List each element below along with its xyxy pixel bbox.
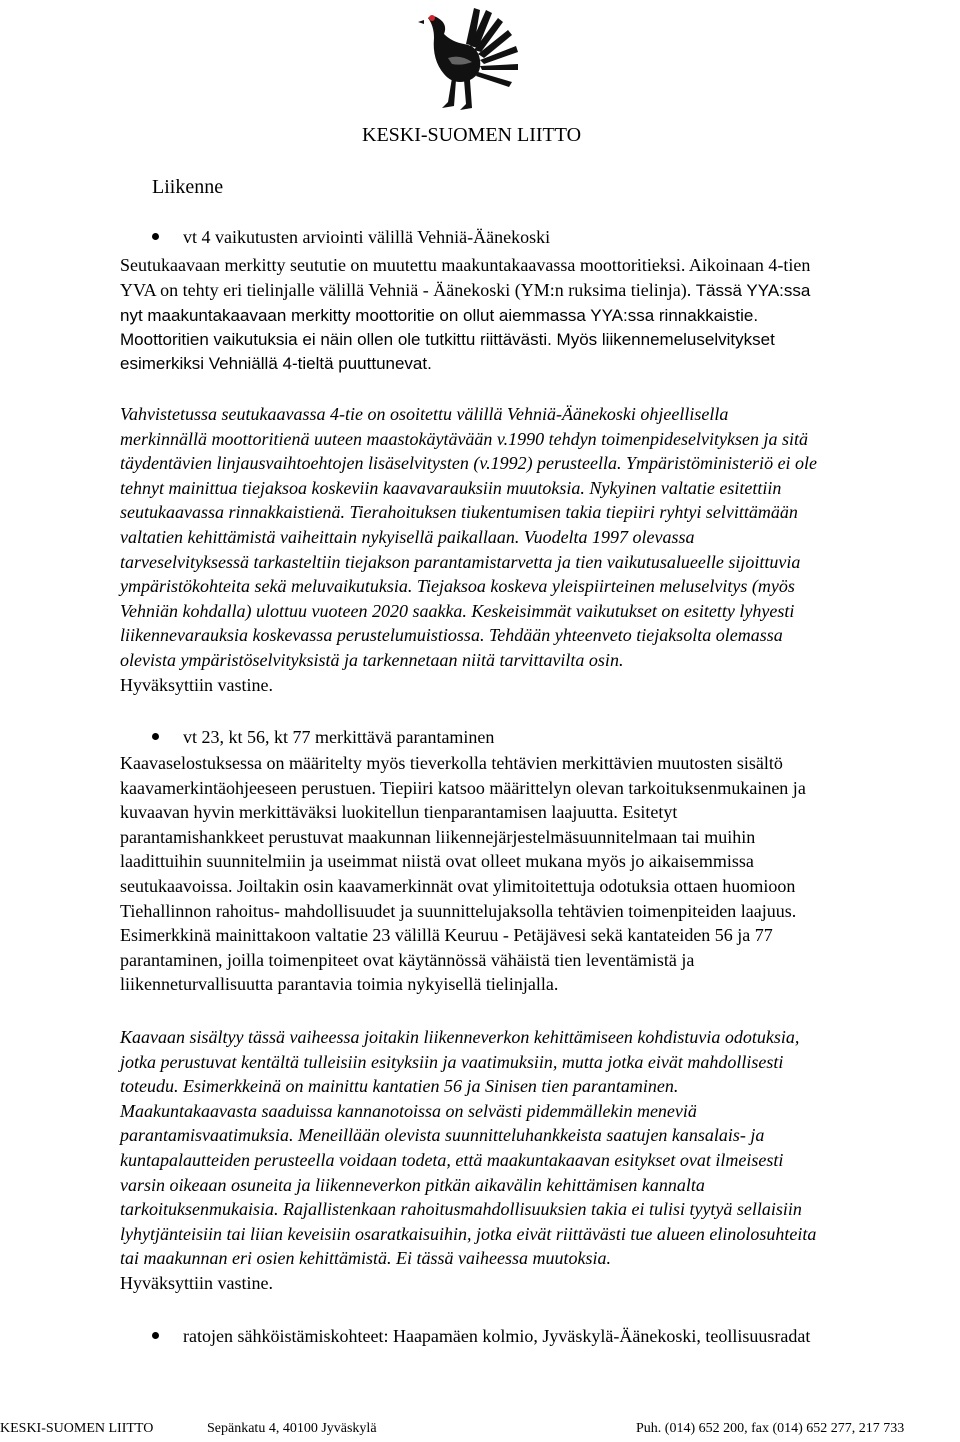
- text-line: tai maakunnan eri osien kehittämistä. Ei tässä vaiheessa muutoksia.: [120, 1248, 611, 1269]
- text-line: olevista ympäristöselvityksistä ja tarkennetaan niitä tarvittavilta osin.: [120, 649, 624, 670]
- text-line: esimerkiksi Vehniällä 4-tieltä puuttunevat.: [120, 354, 432, 374]
- accepted-text: Hyväksyttiin vastine.: [120, 1272, 273, 1293]
- text-line: tarkoituksenmukaisia. Rajallistenkaan rahoitusmahdollisuuksien takia ei tulisi tyytyä sellaisiin: [120, 1199, 802, 1220]
- bullet-item-2: [152, 727, 494, 748]
- text-line: tarveselvityksessä tarkasteltiin tiejakson parantamistarvetta ja tien vaikutusalueelle sijoittuvia: [120, 551, 801, 572]
- text-line: liikenneturvallisuutta parantavia toimia nykyisellä tielinjalla.: [120, 974, 559, 995]
- text-segment: Tässä YYA:ssa: [695, 280, 811, 300]
- text-line: seutukaavassa rinnakkaistienä. Tierahoituksen tiukentumisen takia tiepiiri ryhtyi selvittämään: [120, 502, 798, 523]
- text-line: Vahvistetussa seutukaavassa 4-tie on osoitettu välillä Vehniä-Äänekoski ohjeellisella: [120, 404, 729, 424]
- text-line: Kaavaselostuksessa on määritelty myös tieverkolla tehtävien merkittävien muutosten sisältö: [120, 753, 783, 773]
- text-line: Tiehallinnon rahoitus- mahdollisuudet ja suunnittelujaksolla tehtävien toimenpiteiden laajuus.: [120, 900, 797, 921]
- bullet-icon: [152, 233, 159, 240]
- text-line: ympäristökohteita sekä meluvaikutuksia. Tiejaksoa koskeva yleispiirteinen meluselvitys (myös: [120, 576, 795, 597]
- text-line: Maakuntakaavasta saaduissa kannanotoissa on selvästi pidemmällekin meneviä: [120, 1100, 697, 1121]
- footer-phone: Puh. (014) 652 200, fax (014) 652 277, 217 733: [636, 1421, 905, 1436]
- bullet-text: vt 23, kt 56, kt 77 merkittävä parantaminen: [183, 727, 495, 747]
- text-line: parantamisvaatimuksia. Meneillään olevista suunnitteluhankkeista saatujen kansalais- ja: [120, 1125, 765, 1146]
- bullet-item-1: [152, 227, 550, 248]
- text-line: lyhytjänteisiin tai liian keveisiin osaratkaisuihin, jotka eivät riittävästi tue alueen elinolosuhteita: [120, 1223, 817, 1244]
- text-line: valtatien kehittämistä vaiheittain nykyisellä paikallaan. Vuodelta 1997 olevassa: [120, 526, 695, 547]
- text-line: tehnyt mainittua tiejaksoa koskeviin kaavavarauksiin muutoksia. Nykyinen valtatie esitettiin: [120, 477, 782, 498]
- text-line: toteudu. Esimerkkeinä on mainittu kantatien 56 ja Sinisen tien parantaminen.: [120, 1076, 679, 1097]
- response-2: [120, 1025, 950, 1296]
- footer-address: Sepänkatu 4, 40100 Jyväskylä: [207, 1421, 377, 1436]
- text-line: Esimerkkinä mainittakoon valtatie 23 välillä Keuruu - Petäjävesi sekä kantateiden 56 ja 77: [120, 925, 773, 946]
- text-line: kuvaavan hyvin merkittäväksi luokitellun tienparantamisen laajuutta. Esitetyt: [120, 802, 678, 823]
- text-line: liikennevarauksia koskevassa perustelumuistiossa. Tehdään yhteenveto tiejaksolta olemassa: [120, 625, 783, 646]
- text-line: laadittuihin suunnitelmiin ja useimmat niistä ovat olleet mukana myös jo aikaisemmissa: [120, 851, 754, 872]
- text-line: Moottoritien vaikutuksia ei näin ollen ole tutkittu riittävästi. Myös liikennemeluselvitykset: [120, 330, 775, 350]
- text-segment: YVA on tehty eri tielinjalle välillä Vehniä - Äänekoski (YM:n ruksima tielinja).: [120, 279, 692, 300]
- text-line: [120, 278, 950, 303]
- statement-details: [120, 304, 950, 377]
- text-line: parantamishankkeet perustuvat maakunnan liikennejärjestelmäsuunnitelmaan tai muihin: [120, 826, 756, 847]
- text-line: kuntapalautteiden perusteella voidaan todeta, että maakuntakaavan esitykset ovat ilmeisesti: [120, 1149, 784, 1170]
- accepted-text: Hyväksyttiin vastine.: [120, 674, 273, 695]
- footer-org: KESKI-SUOMEN LIITTO: [0, 1421, 154, 1436]
- text-line: merkinnällä moottoritienä uuteen maastokäytävään v.1990 tehdyn toimenpideselvityksen ja sitä: [120, 428, 809, 449]
- bullet-item-3: [152, 1326, 810, 1347]
- text-line: jotka perustuvat kentältä tulleisiin esityksiin ja vaatimuksiin, mutta jotka eivät mahdollisesti: [120, 1051, 784, 1072]
- text-line: Kaavaan sisältyy tässä vaiheessa joitakin liikenneverkon kehittämiseen kohdistuvia odotuksia,: [120, 1027, 800, 1047]
- text-line: seutukaavoissa. Joiltakin osin kaavamerkinnät ovat ylimitoitettuja odotuksia ottaen huomioon: [120, 875, 796, 896]
- response-1: [120, 402, 950, 697]
- statement-body-2: [120, 751, 950, 997]
- text-line: parantaminen, joilla toimenpiteet ovat käytännössä vähäistä tien leventämistä ja: [120, 949, 695, 970]
- bullet-text: vt 4 vaikutusten arviointi välillä Vehniä-Äänekoski: [183, 227, 551, 247]
- capercaillie-logo-icon: [408, 4, 526, 116]
- text-line: Vehniän kohdalla) ulottuu vuoteen 2020 saakka. Keskeisimmät vaikutukset on esitetty lyhyesti: [120, 600, 795, 621]
- bullet-icon: [152, 1332, 159, 1339]
- text-line: varsin oikeaan osuneita ja liikenneverkon pitkän aikavälin kehittämisen kannalta: [120, 1174, 705, 1195]
- bullet-icon: [152, 733, 159, 740]
- section-title: Liikenne: [152, 176, 224, 198]
- statement-intro: [120, 253, 950, 302]
- bullet-text: ratojen sähköistämiskohteet: Haapamäen kolmio, Jyväskylä-Äänekoski, teollisuusradat: [183, 1326, 811, 1346]
- text-line: kaavamerkintäohjeeseen perustuen. Tiepiiri katsoo määrittelyn olevan tarkoituksenmukainen ja: [120, 777, 806, 798]
- text-line: nyt maakuntakaavaan merkitty moottoritie on ollut aiemmassa YYA:ssa rinnakkaistie.: [120, 306, 759, 325]
- text-line: Seutukaavaan merkitty seututie on muutettu maakuntakaavassa moottoritieksi. Aikoinaan 4-tien: [120, 255, 811, 275]
- text-line: täydentävien linjausvaihtoehtojen lisäselvitysten (v.1992) perusteella. Ympäristöministeriö ei ole: [120, 453, 818, 474]
- organization-header: KESKI-SUOMEN LIITTO: [362, 124, 582, 146]
